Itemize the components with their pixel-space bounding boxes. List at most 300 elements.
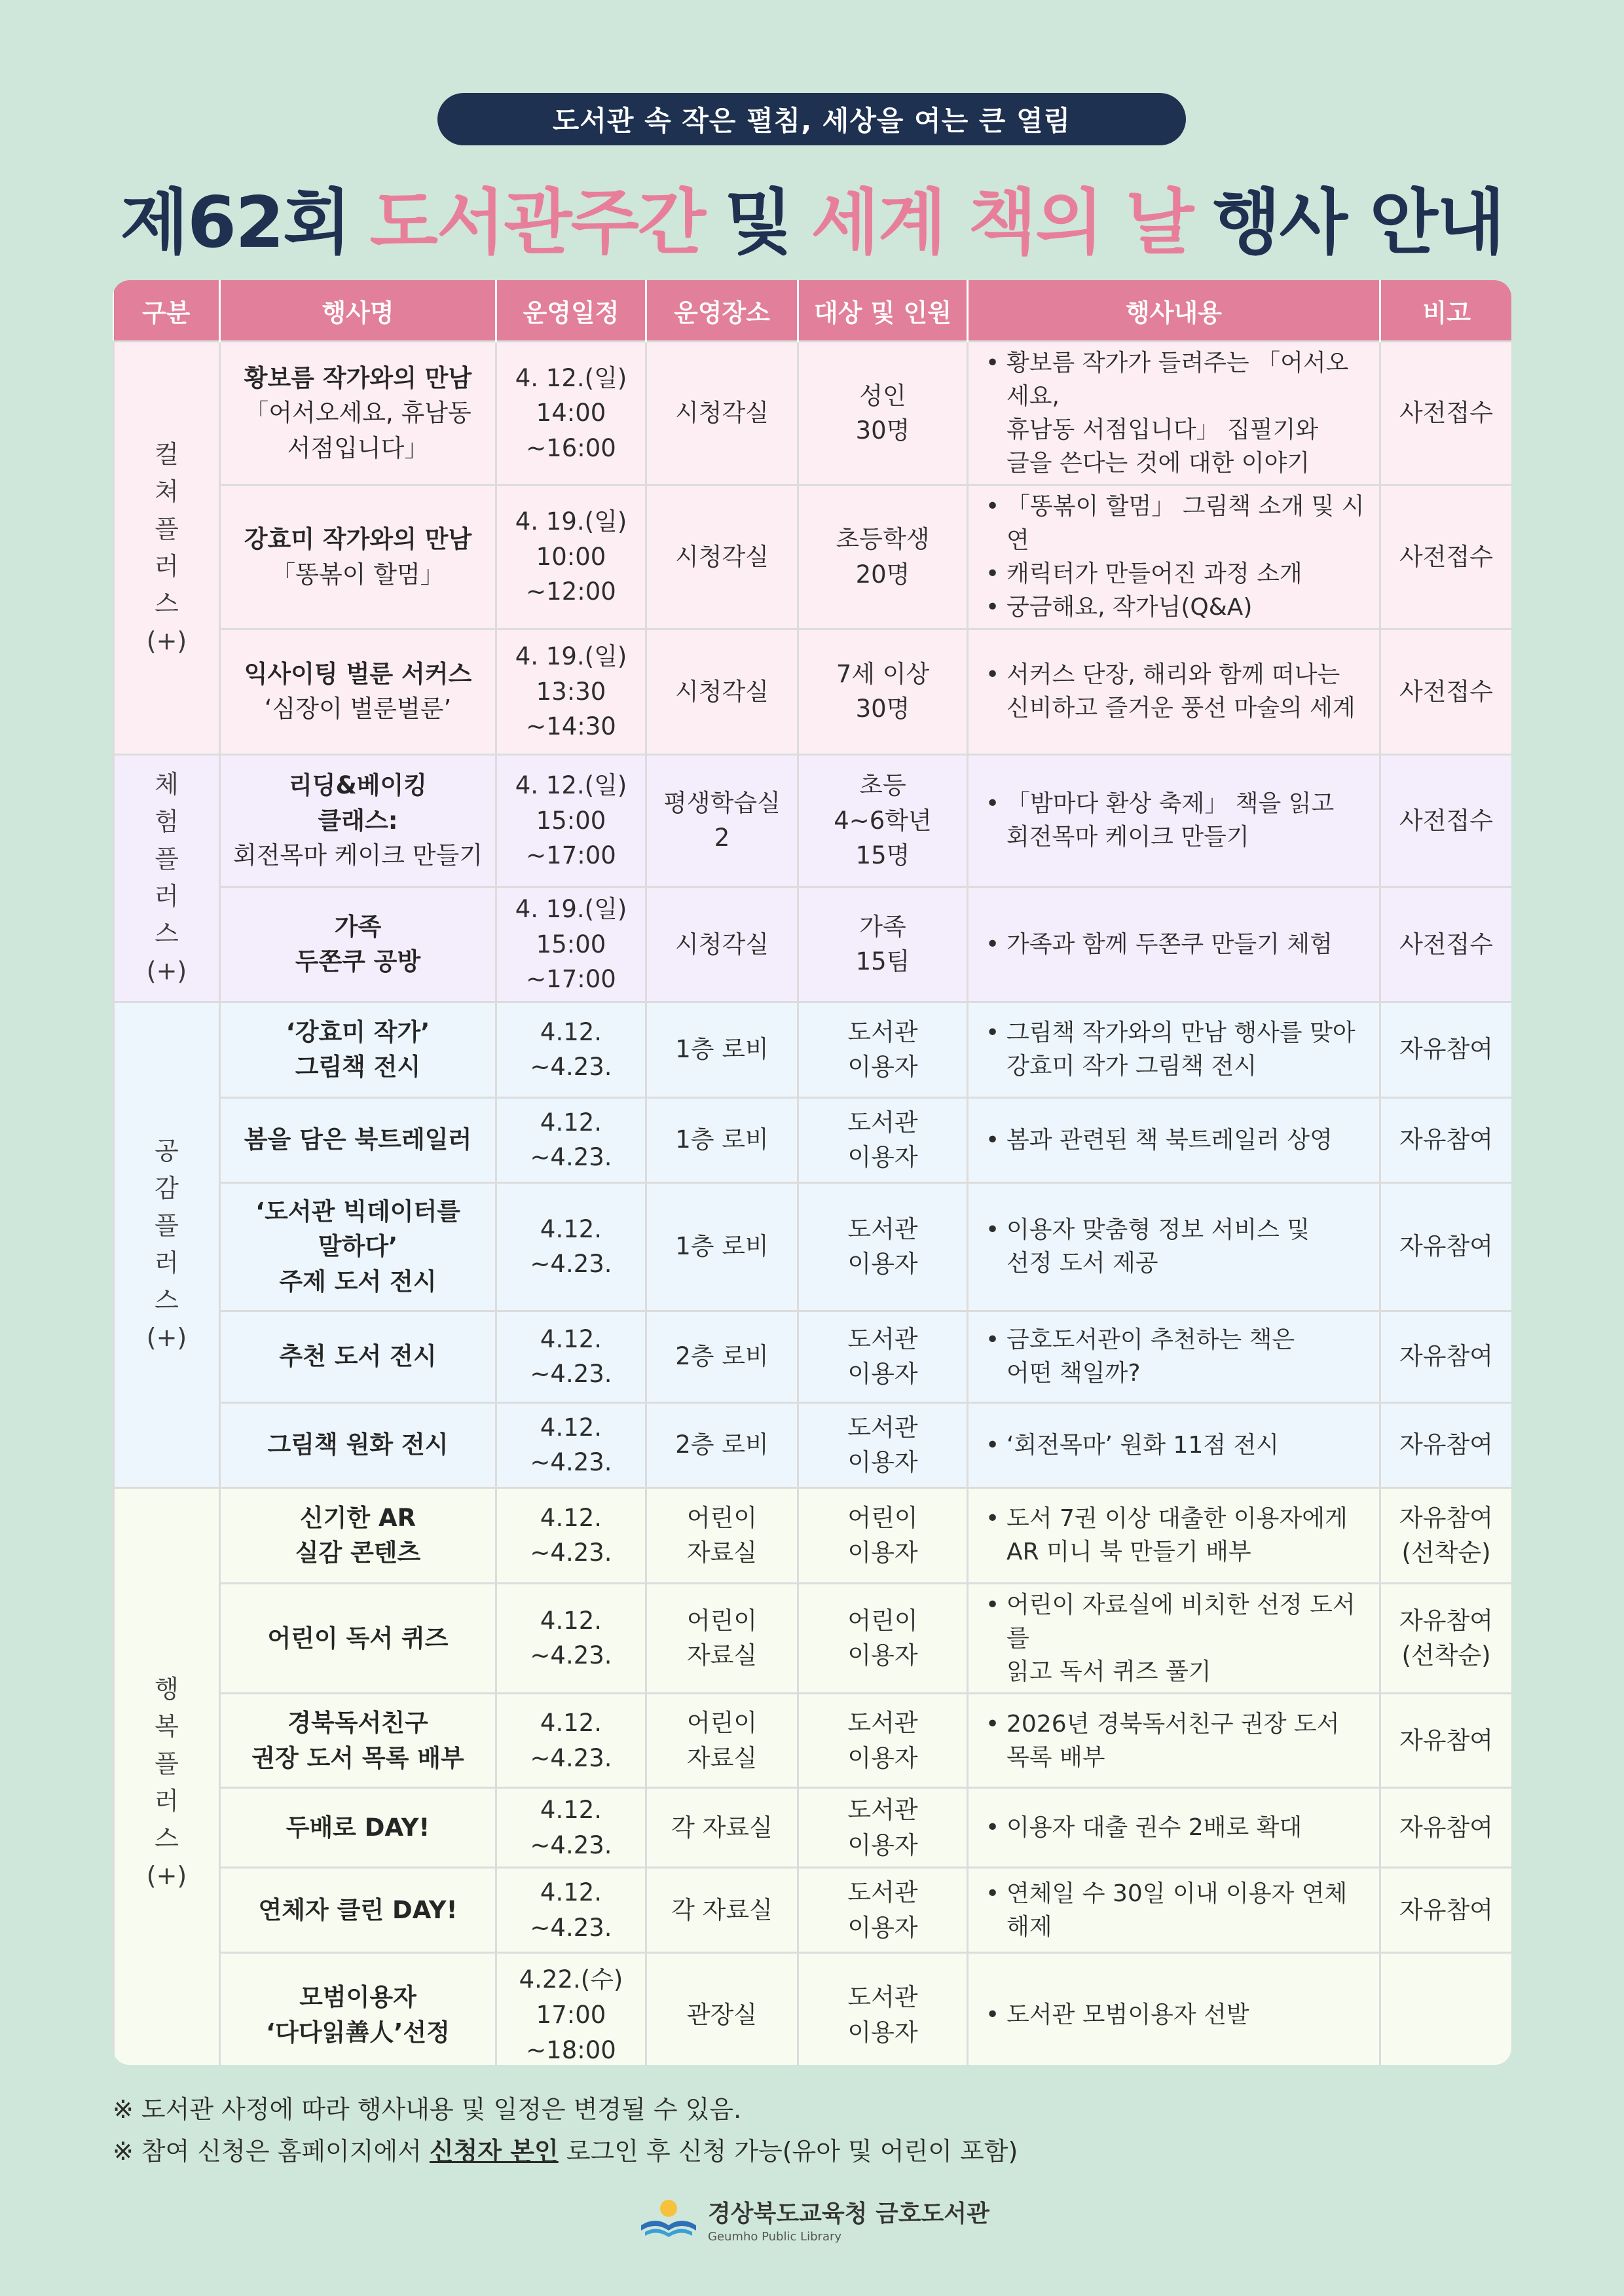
event-name-line: 클래스: <box>318 806 398 835</box>
notes <box>113 2088 1553 2172</box>
category-char: 복 <box>155 1711 179 1741</box>
content-item-line: • 서커스 단장, 해리와 함께 떠나는 <box>1006 661 1340 689</box>
target-line: 이용자 <box>847 1448 918 1477</box>
content-item-line: 신비하고 즐거운 풍선 마술의 세계 <box>1006 695 1356 722</box>
library-name: 경상북도교육청 금호도서관 <box>708 2200 989 2227</box>
title-part-4: 세계 책의 날 <box>811 181 1193 264</box>
target-line: 이용자 <box>847 1539 918 1567</box>
place-line: 2층 로비 <box>675 1430 769 1459</box>
event-name-line: 신기한 AR <box>299 1503 416 1532</box>
schedule-line: 4.22.(수) <box>519 1965 623 1994</box>
schedule-line: ~4.23. <box>530 1743 612 1772</box>
event-name-line: 강효미 작가와의 만남 <box>244 525 472 554</box>
content-item-line: 목록 배부 <box>1006 1743 1105 1771</box>
content-item-line: • 황보름 작가가 들려주는 「어서오세요, <box>1006 350 1349 410</box>
content-list <box>983 1123 1371 1157</box>
schedule-line: 4.12. <box>540 1214 602 1243</box>
content-list <box>983 1707 1371 1774</box>
table-row <box>114 1694 1512 1788</box>
place-cell <box>646 1311 798 1402</box>
target-line: 이용자 <box>847 1831 918 1859</box>
content-list <box>983 1998 1371 2032</box>
content-cell <box>968 1402 1380 1487</box>
place-line: 관장실 <box>686 2001 758 2030</box>
event-name-cell <box>220 1182 496 1311</box>
content-item-line: 휴남동 서점입니다」 집필기와 <box>1006 416 1319 444</box>
event-table-container <box>113 280 1511 2065</box>
event-name-line: 그림책 전시 <box>295 1053 421 1082</box>
target-cell <box>798 629 968 754</box>
target-cell <box>798 1002 968 1097</box>
schedule-line: ~4.23. <box>530 1831 612 1859</box>
content-cell <box>968 1097 1380 1182</box>
title-part-1: 제62회 <box>120 181 350 264</box>
note-cell <box>1380 1868 1512 1953</box>
schedule-line: ~18:00 <box>526 2035 616 2064</box>
note-line: 자유참여 <box>1399 1813 1493 1842</box>
content-item-line: • 그림책 작가와의 만남 행사를 맞아 <box>1006 1019 1356 1047</box>
target-cell <box>798 485 968 629</box>
content-item-line: 글을 쓴다는 것에 대한 이야기 <box>1006 450 1310 477</box>
table-row <box>114 629 1512 754</box>
table-row <box>114 1402 1512 1487</box>
content-item <box>983 557 1371 591</box>
category-char: 러 <box>155 882 179 911</box>
event-name-cell <box>220 886 496 1002</box>
content-cell <box>968 886 1380 1002</box>
content-item-line: • 「똥볶이 할멈」 그림책 소개 및 시연 <box>1006 493 1365 554</box>
category-char: 러 <box>155 551 179 581</box>
target-line: 이용자 <box>847 1641 918 1670</box>
note-line: 사전접수 <box>1399 806 1493 835</box>
content-item-line: 어떤 책일까? <box>1006 1360 1141 1387</box>
note-line: 사전접수 <box>1399 542 1493 571</box>
schedule-line: 4.12. <box>540 1413 602 1442</box>
event-name-cell <box>220 1402 496 1487</box>
place-line: 자료실 <box>686 1743 758 1772</box>
category-char: 감 <box>155 1174 179 1203</box>
place-cell <box>646 1868 798 1953</box>
category-cell <box>114 342 220 755</box>
content-cell <box>968 754 1380 886</box>
note-cell <box>1380 629 1512 754</box>
content-cell <box>968 1788 1380 1868</box>
content-list <box>983 1502 1371 1569</box>
event-name-cell <box>220 1487 496 1583</box>
tagline-banner <box>437 93 1186 145</box>
content-item <box>983 1877 1371 1944</box>
place-cell <box>646 1583 798 1693</box>
event-name-line: 어린이 독서 퀴즈 <box>267 1624 449 1652</box>
schedule-cell <box>496 1487 646 1583</box>
schedule-line: ~4.23. <box>530 1250 612 1279</box>
event-name-sub-line: 「어서오세요, 휴남동 <box>244 399 471 428</box>
event-name-line: 모범이용자 <box>299 1983 416 2012</box>
content-item <box>983 1429 1371 1462</box>
content-item-line: • ‘회전목마’ 원화 11점 전시 <box>1006 1431 1280 1459</box>
place-line: 자료실 <box>686 1539 758 1567</box>
schedule-cell <box>496 1694 646 1788</box>
place-line: 어린이 <box>686 1606 758 1635</box>
note-line: 사전접수 <box>1399 677 1493 706</box>
category-char: 러 <box>155 1248 179 1278</box>
schedule-line: ~4.23. <box>530 1448 612 1477</box>
note-cell <box>1380 1311 1512 1402</box>
note-line: 자유참여 <box>1399 1430 1493 1459</box>
content-item <box>983 1811 1371 1844</box>
target-line: 4~6학년 <box>834 806 932 835</box>
category-char: 험 <box>155 807 179 837</box>
note-cell <box>1380 754 1512 886</box>
note-line: 사전접수 <box>1399 399 1493 428</box>
category-char: 스 <box>155 589 179 618</box>
note-line: 자유참여 <box>1399 1342 1493 1371</box>
event-name-cell <box>220 629 496 754</box>
content-cell <box>968 1583 1380 1693</box>
target-line: 이용자 <box>847 1913 918 1942</box>
place-line: 시청각실 <box>675 677 769 706</box>
category-char: 플 <box>155 1211 179 1241</box>
target-line: 도서관 <box>847 1708 918 1737</box>
content-item <box>983 787 1371 854</box>
target-line: 초등학생 <box>836 525 930 554</box>
content-cell <box>968 1002 1380 1097</box>
note-line: 자유참여 <box>1399 1606 1493 1635</box>
header-event-name: 행사명 <box>220 280 496 342</box>
footer <box>638 2193 989 2246</box>
target-line: 도서관 <box>847 1214 918 1243</box>
place-cell <box>646 1694 798 1788</box>
content-item-line: • 궁금해요, 작가님(Q&A) <box>1006 593 1253 621</box>
place-line: 평생학습실 <box>663 788 781 817</box>
tagline-text: 도서관 속 작은 펼침, 세상을 여는 큰 열림 <box>552 105 1071 137</box>
content-list <box>983 1811 1371 1844</box>
note-line-2-prefix: ※ 참여 신청은 홈페이지에서 <box>113 2137 430 2166</box>
place-line: 2 <box>714 824 730 852</box>
schedule-line: 4. 12.(일) <box>515 363 627 392</box>
content-item <box>983 346 1371 480</box>
target-cell <box>798 1583 968 1693</box>
schedule-line: 4.12. <box>540 1606 602 1635</box>
category-char: 행 <box>155 1674 179 1704</box>
event-name-sub-line: 회전목마 케이크 만들기 <box>233 841 483 870</box>
schedule-cell <box>496 1097 646 1182</box>
target-cell <box>798 1182 968 1311</box>
schedule-cell <box>496 485 646 629</box>
note-line: 자유참여 <box>1399 1896 1493 1925</box>
table-row <box>114 1583 1512 1693</box>
place-line: 어린이 <box>686 1708 758 1737</box>
note-cell <box>1380 886 1512 1002</box>
content-item-line: • 「밤마다 환상 축제」 책을 읽고 <box>1006 790 1335 818</box>
note-line: (선착순) <box>1401 1539 1491 1567</box>
event-name-cell <box>220 342 496 485</box>
event-name-line: 봄을 담은 북트레일러 <box>244 1125 472 1154</box>
place-line: 1층 로비 <box>675 1125 769 1154</box>
place-cell <box>646 1402 798 1487</box>
content-list <box>983 346 1371 480</box>
schedule-cell <box>496 1953 646 2065</box>
place-line: 2층 로비 <box>675 1342 769 1371</box>
content-item-line: 해제 <box>1006 1913 1052 1941</box>
page-title <box>0 167 1624 265</box>
content-item <box>983 1323 1371 1390</box>
note-cell <box>1380 1402 1512 1487</box>
place-cell <box>646 1097 798 1182</box>
content-item <box>983 1213 1371 1280</box>
place-cell <box>646 754 798 886</box>
content-cell <box>968 629 1380 754</box>
event-name-cell <box>220 1002 496 1097</box>
place-cell <box>646 1182 798 1311</box>
content-item <box>983 1707 1371 1774</box>
schedule-cell <box>496 754 646 886</box>
schedule-line: 4.12. <box>540 1796 602 1825</box>
note-cell <box>1380 1953 1512 2065</box>
content-item-line: 회전목마 케이크 만들기 <box>1006 824 1249 851</box>
table-row <box>114 1788 1512 1868</box>
place-line: 자료실 <box>686 1641 758 1670</box>
target-cell <box>798 1868 968 1953</box>
note-line-1: ※ 도서관 사정에 따라 행사내용 및 일정은 변경될 수 있음. <box>113 2095 742 2124</box>
content-item-line: • 가족과 함께 두쫀쿠 만들기 체험 <box>1006 930 1333 958</box>
schedule-line: 17:00 <box>536 2001 606 2030</box>
event-name-cell <box>220 754 496 886</box>
note-line: 자유참여 <box>1399 1035 1493 1064</box>
schedule-cell <box>496 629 646 754</box>
content-list <box>983 1016 1371 1083</box>
table-row <box>114 754 1512 886</box>
note-line: 자유참여 <box>1399 1726 1493 1755</box>
target-cell <box>798 1311 968 1402</box>
category-char: 플 <box>155 514 179 543</box>
target-line: 어린이 <box>847 1503 918 1532</box>
schedule-cell <box>496 1182 646 1311</box>
content-list <box>983 1323 1371 1390</box>
content-cell <box>968 1953 1380 2065</box>
event-name-line: 리딩&베이킹 <box>289 771 427 799</box>
event-name-line: 가족 <box>334 912 382 941</box>
place-line: 1층 로비 <box>675 1232 769 1261</box>
target-line: 도서관 <box>847 1413 918 1442</box>
event-name-line: ‘도서관 빅데이터를 <box>255 1197 460 1226</box>
content-item-line: • 도서관 모범이용자 선발 <box>1006 2001 1249 2029</box>
event-name-line: 추천 도서 전시 <box>279 1342 437 1371</box>
schedule-line: 4.12. <box>540 1878 602 1907</box>
note-cell <box>1380 1694 1512 1788</box>
title-part-2: 도서관주간 <box>369 181 705 264</box>
schedule-line: 4. 12.(일) <box>515 771 627 799</box>
event-name-line: 연체자 클린 DAY! <box>258 1896 458 1925</box>
category-cell <box>114 1002 220 1487</box>
place-cell <box>646 485 798 629</box>
category-char: 체 <box>155 770 179 799</box>
place-line: 각 자료실 <box>671 1896 773 1925</box>
target-line: 초등 <box>859 771 906 799</box>
content-item-line: AR 미니 북 만들기 배부 <box>1006 1539 1251 1566</box>
target-line: 7세 이상 <box>836 659 930 688</box>
target-line: 20명 <box>855 560 910 589</box>
header-content: 행사내용 <box>968 280 1380 342</box>
place-cell <box>646 1002 798 1097</box>
content-item <box>983 928 1371 961</box>
event-name-line: 말하다’ <box>318 1232 398 1261</box>
content-item-line: 읽고 독서 퀴즈 풀기 <box>1006 1658 1211 1686</box>
schedule-cell <box>496 1002 646 1097</box>
event-name-cell <box>220 485 496 629</box>
content-item-line: 강효미 작가 그림책 전시 <box>1006 1053 1257 1080</box>
target-cell <box>798 1487 968 1583</box>
category-char: 공 <box>155 1137 179 1166</box>
schedule-line: ~16:00 <box>526 434 616 463</box>
event-name-sub-line: 서점입니다」 <box>287 434 429 463</box>
content-list <box>983 490 1371 623</box>
note-line: 자유참여 <box>1399 1125 1493 1154</box>
schedule-line: 13:30 <box>536 677 606 706</box>
content-item <box>983 490 1371 556</box>
target-line: 도서관 <box>847 1324 918 1353</box>
category-cell <box>114 754 220 1002</box>
target-line: 도서관 <box>847 1983 918 2012</box>
target-line: 이용자 <box>847 2018 918 2047</box>
content-cell <box>968 1487 1380 1583</box>
schedule-line: ~17:00 <box>526 965 616 994</box>
note-line: 자유참여 <box>1399 1232 1493 1261</box>
target-line: 가족 <box>859 912 906 941</box>
note-line-2 <box>113 2130 1553 2172</box>
schedule-cell <box>496 886 646 1002</box>
event-name-line: 주제 도서 전시 <box>279 1267 437 1296</box>
content-item-line: • 2026년 경북독서친구 권장 도서 <box>1006 1710 1340 1738</box>
place-cell <box>646 1788 798 1868</box>
schedule-line: ~4.23. <box>530 1913 612 1942</box>
note-line: 자유참여 <box>1399 1503 1493 1532</box>
target-cell <box>798 1097 968 1182</box>
note-cell <box>1380 1583 1512 1693</box>
schedule-line: 4. 19.(일) <box>515 507 627 536</box>
library-name-en: Geumho Public Library <box>708 2230 842 2244</box>
schedule-line: 15:00 <box>536 806 606 835</box>
target-line: 이용자 <box>847 1143 918 1172</box>
content-cell <box>968 342 1380 485</box>
table-row <box>114 1868 1512 1953</box>
schedule-cell <box>496 1311 646 1402</box>
schedule-cell <box>496 342 646 485</box>
target-line: 어린이 <box>847 1606 918 1635</box>
target-line: 성인 <box>859 381 906 410</box>
category-char: (+) <box>146 957 187 986</box>
place-cell <box>646 342 798 485</box>
header-schedule: 운영일정 <box>496 280 646 342</box>
content-item <box>983 591 1371 624</box>
content-list <box>983 1877 1371 1944</box>
content-item-line: • 이용자 대출 권수 2배로 확대 <box>1006 1814 1302 1842</box>
place-line: 시청각실 <box>675 542 769 571</box>
content-item <box>983 658 1371 725</box>
target-line: 도서관 <box>847 1878 918 1907</box>
event-name-line: 그림책 원화 전시 <box>267 1430 449 1459</box>
schedule-line: ~4.23. <box>530 1143 612 1172</box>
header-note: 비고 <box>1380 280 1512 342</box>
event-name-cell <box>220 1694 496 1788</box>
schedule-line: 10:00 <box>536 542 606 571</box>
target-line: 30명 <box>855 695 910 723</box>
category-char: 컬 <box>155 439 179 469</box>
table-row <box>114 1487 1512 1583</box>
category-char: (+) <box>146 626 187 655</box>
content-item-line: 선정 도서 제공 <box>1006 1250 1158 1277</box>
table-row <box>114 485 1512 629</box>
target-line: 이용자 <box>847 1743 918 1772</box>
content-item <box>983 1016 1371 1083</box>
event-name-line: 경북독서친구 <box>287 1708 428 1737</box>
schedule-line: ~12:00 <box>526 577 616 606</box>
content-item-line: • 도서 7권 이상 대출한 이용자에게 <box>1006 1505 1348 1533</box>
category-char: 쳐 <box>155 477 179 506</box>
header-place: 운영장소 <box>646 280 798 342</box>
place-line: 각 자료실 <box>671 1813 773 1842</box>
category-char: (+) <box>146 1323 187 1353</box>
event-name-sub-line: 「똥볶이 할멈」 <box>271 560 445 589</box>
place-cell <box>646 629 798 754</box>
content-item <box>983 1998 1371 2032</box>
target-line: 30명 <box>855 416 910 445</box>
place-cell <box>646 1487 798 1583</box>
table-body <box>114 342 1512 2066</box>
schedule-cell <box>496 1402 646 1487</box>
target-line: 15명 <box>855 841 910 870</box>
title-part-5: 행사 안내 <box>1212 181 1504 264</box>
event-name-line: 두배로 DAY! <box>286 1813 430 1842</box>
note-cell <box>1380 1097 1512 1182</box>
note-line-2-suffix: 로그인 후 신청 가능(유아 및 어린이 포함) <box>558 2137 1018 2166</box>
target-cell <box>798 1402 968 1487</box>
target-cell <box>798 1694 968 1788</box>
event-name-line: 권장 도서 목록 배부 <box>251 1743 464 1772</box>
target-cell <box>798 1788 968 1868</box>
place-cell <box>646 1953 798 2065</box>
schedule-cell <box>496 1788 646 1868</box>
schedule-line: 15:00 <box>536 930 606 958</box>
content-item-line: • 어린이 자료실에 비치한 선정 도서를 <box>1006 1591 1356 1652</box>
schedule-line: 4.12. <box>540 1708 602 1737</box>
target-cell <box>798 1953 968 2065</box>
table-row <box>114 1311 1512 1402</box>
table-row <box>114 342 1512 485</box>
event-name-cell <box>220 1097 496 1182</box>
category-char: 플 <box>155 1749 179 1778</box>
content-item-line: • 금호도서관이 추천하는 책은 <box>1006 1326 1295 1354</box>
table-row <box>114 1953 1512 2065</box>
event-name-cell <box>220 1311 496 1402</box>
schedule-line: ~4.23. <box>530 1053 612 1082</box>
event-name-cell <box>220 1953 496 2065</box>
content-item-line: • 이용자 맞춤형 정보 서비스 및 <box>1006 1216 1310 1244</box>
schedule-line: ~17:00 <box>526 841 616 870</box>
note-cell <box>1380 342 1512 485</box>
content-cell <box>968 1868 1380 1953</box>
note-cell <box>1380 1002 1512 1097</box>
content-list <box>983 1429 1371 1462</box>
category-char: (+) <box>146 1861 187 1890</box>
content-list <box>983 787 1371 854</box>
event-name-line: 익사이팅 벌룬 서커스 <box>244 659 472 688</box>
category-char: 스 <box>155 1286 179 1315</box>
category-char: 러 <box>155 1786 179 1815</box>
note-line-2-emphasis: 신청자 본인 <box>429 2137 559 2166</box>
event-name-line: 황보름 작가와의 만남 <box>244 363 472 392</box>
title-part-3: 및 <box>724 181 792 264</box>
